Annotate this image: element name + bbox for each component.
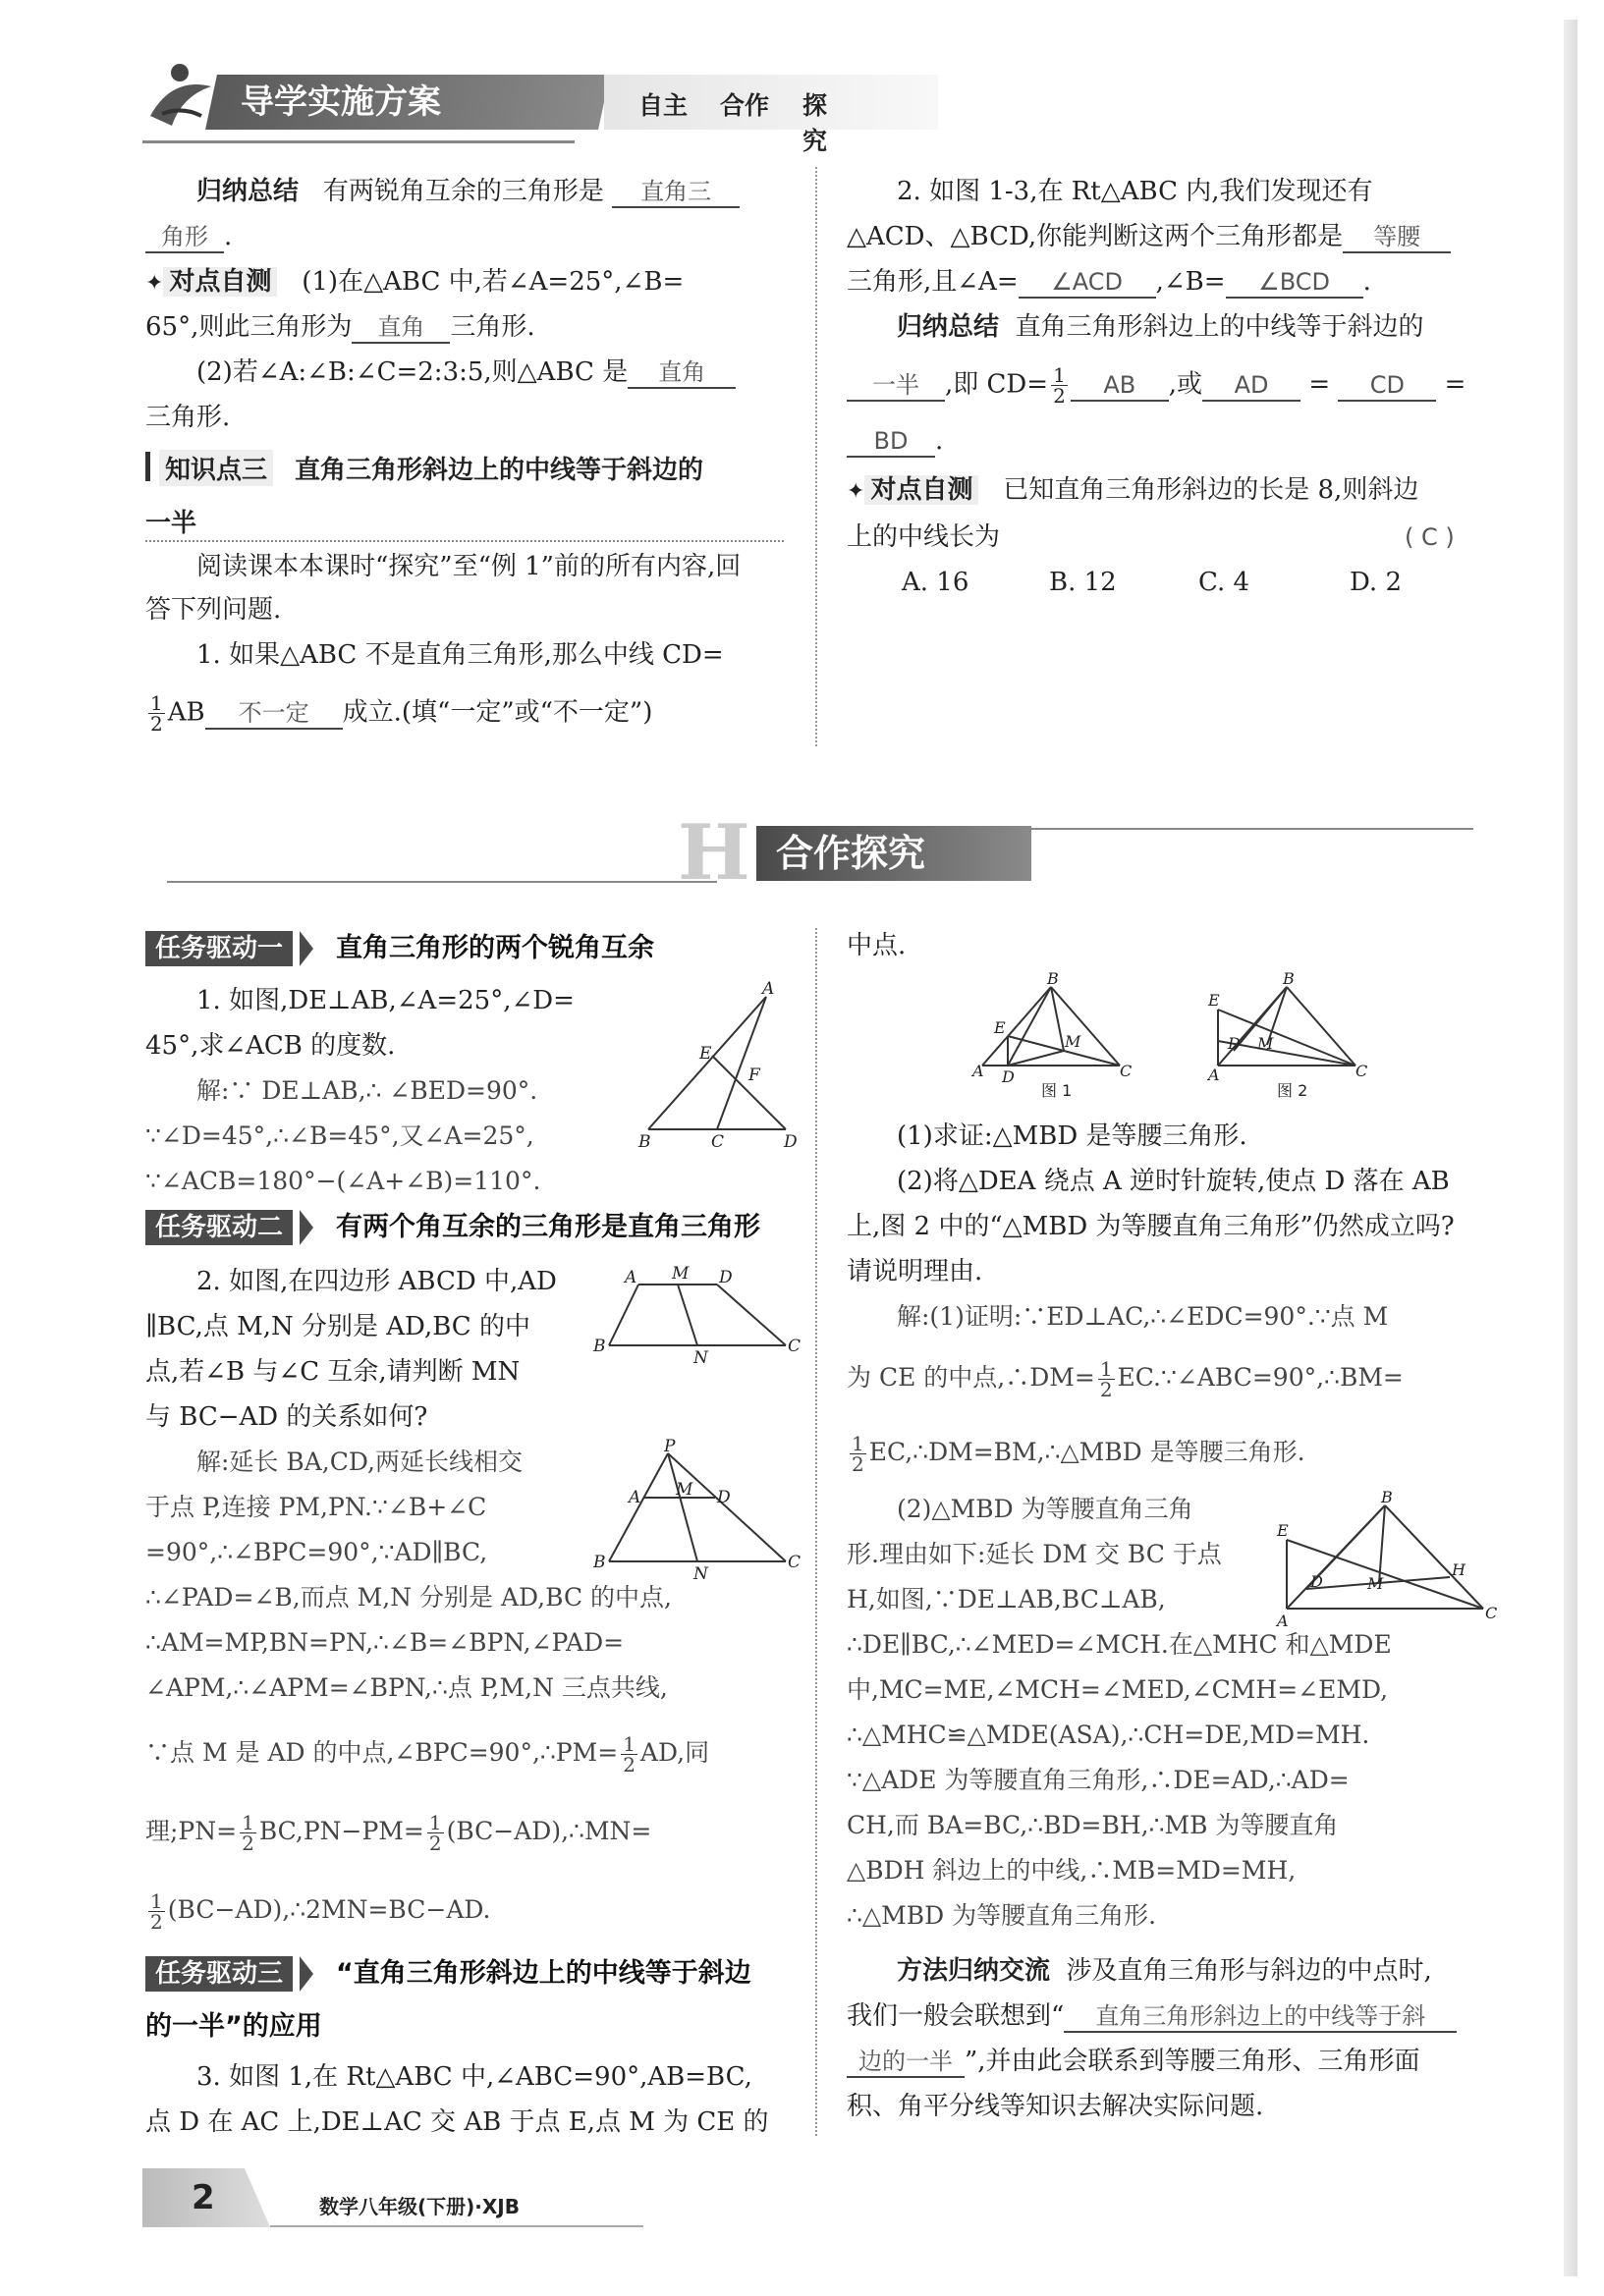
task1-q-b: 45°,求∠ACB 的度数. (145, 1031, 396, 1061)
mode-zizhu: 自主 (638, 91, 689, 120)
t2f2-label-c: C (788, 1553, 802, 1572)
t3f3-label-h: H (1452, 1560, 1466, 1579)
task3-title-2: 的一半”的应用 (145, 2011, 322, 2042)
t3f1-label-d: D (1002, 1067, 1015, 1086)
task2-figure-2 (589, 1437, 805, 1584)
task3-s5: 形.理由如下:延长 DM 交 BC 于点 (847, 1540, 1222, 1568)
section-rule-right (1031, 828, 1473, 830)
rt-fraction: $\frac{1}{2}$ (1053, 363, 1066, 408)
t2f1-label-d: D (719, 1268, 733, 1287)
task2-s6: ∠APM,∴∠APM=∠BPN,∴点 P,M,N 三点共线, (145, 1673, 668, 1702)
rt-bd-line: BD . (847, 426, 943, 458)
fig1-label-e: E (699, 1044, 712, 1064)
method-line-2: 我们一般会联想到“ 直角三角形斜边上的中线等于斜 (847, 2001, 1457, 2033)
t3f3-label-a: A (1277, 1612, 1289, 1630)
t2f1-label-b: B (593, 1337, 606, 1356)
task2-frac-1: $\frac{1}{2}$ (623, 1732, 636, 1777)
book-title: 数学八年级(下册)·XJB (319, 2195, 520, 2218)
fill-ad: AD (1202, 370, 1300, 402)
t3f1-label-b: B (1047, 969, 1059, 988)
t3f3-label-b: B (1381, 1488, 1393, 1506)
task2-s5: ∴AM=MP,BN=PN,∴∠B=∠BPN,∠PAD= (145, 1628, 625, 1657)
page-number: 2 (192, 2178, 215, 2217)
task3-q-a: 3. 如图 1,在 Rt△ABC 中,∠ABC=90°,AB=BC, (196, 2062, 752, 2092)
mode-hezuo: 合作 (720, 91, 770, 120)
task2-s1: 解:延长 BA,CD,两延长线相交 (196, 1448, 523, 1476)
footer-rule (270, 2225, 643, 2227)
task3-s7: ∴DE∥BC,∴∠MED=∠MCH.在△MHC 和△MDE (847, 1630, 1392, 1659)
task3-figure-1 (972, 969, 1133, 1100)
t3f1-label-m: M (1065, 1032, 1081, 1051)
method-fill-1: 直角三角形斜边上的中线等于斜 (1064, 2001, 1457, 2033)
column-divider-top (815, 167, 817, 746)
task2-s3: =90°,∴∠BPC=90°,∵AD∥BC, (145, 1538, 488, 1566)
t3f2-caption: 图 2 (1277, 1081, 1308, 1100)
task3-figure-3 (1277, 1488, 1503, 1630)
mode-tanjiu: 探究 (802, 91, 828, 155)
task2-frac-4: $\frac{1}{2}$ (150, 1889, 163, 1934)
task3-frac-1: $\frac{1}{2}$ (1099, 1357, 1113, 1401)
fill-cd: CD (1338, 370, 1436, 402)
task3-title-1: “直角三角形斜边上的中线等于斜边 (336, 1958, 751, 1989)
t3f3-label-c: C (1485, 1604, 1498, 1622)
task3-s13: ∴△MBD 为等腰直角三角形. (847, 1901, 1157, 1930)
task1-s1: 解:∵ DE⊥AB,∴ ∠BED=90°. (196, 1076, 538, 1105)
method-line-1: 方法归纳交流 涉及直角三角形与斜边的中点时, (897, 1956, 1432, 1986)
task3-p2b: 上,图 2 中的“△MBD 为等腰直角三角形”仍然成立吗? (847, 1212, 1455, 1241)
t2f1-label-n: N (693, 1348, 708, 1368)
fill-ab: AB (1071, 370, 1169, 402)
task2-s7: ∵点 M 是 AD 的中点,∠BPC=90°,∴PM= $\frac{1}{2}$ AD,同 (145, 1732, 710, 1777)
t2f2-label-d: D (717, 1488, 731, 1507)
fig1-label-a: A (762, 979, 775, 999)
read-line-2: 答下列问题. (145, 595, 282, 625)
task3-s6: H,如图,∵DE⊥AB,BC⊥AB, (847, 1585, 1166, 1613)
p1-line-1: 1. 如果△ABC 不是直角三角形,那么中线 CD= (196, 640, 724, 670)
t3f3-label-d: D (1310, 1572, 1323, 1591)
rt-summary-line: 归纳总结 直角三角形斜边上的中线等于斜边的 (897, 312, 1424, 342)
fill-half: 一半 (847, 370, 945, 402)
t3f2-label-e: E (1208, 991, 1220, 1010)
task1-title: 直角三角形的两个锐角互余 (336, 933, 654, 963)
t2f2-label-b: B (593, 1553, 606, 1572)
check-line-3: (2)若∠A:∠B:∠C=2:3:5,则△ABC 是 直角 (196, 357, 736, 389)
task2-title: 有两个角互余的三角形是直角三角形 (336, 1212, 760, 1242)
task3-s2: 为 CE 的中点,∴DM= $\frac{1}{2}$ EC.∵∠ABC=90°,∴BM= (847, 1357, 1404, 1401)
t3f1-label-e: E (994, 1018, 1006, 1037)
summary-line: 归纳总结 有两锐角互余的三角形是 直角三 (196, 177, 740, 208)
p1-fill: 不一定 (205, 698, 343, 730)
check-answer: ( C ) (1405, 523, 1455, 551)
fig1-label-b: B (638, 1132, 651, 1152)
method-fill-2: 边的一半 (847, 2047, 965, 2078)
check-line-2: 65°,则此三角形为 直角 三角形. (145, 312, 535, 342)
section-header (167, 808, 1473, 898)
task1-arrow-icon (300, 931, 313, 966)
summary-fill-2: 角形 (145, 222, 224, 253)
check-line-1: ✦ 对点自测 (1)在△ABC 中,若∠A=25°,∠B= (145, 267, 685, 297)
t3f2-label-a: A (1208, 1066, 1220, 1084)
task1-figure (638, 979, 805, 1152)
section-title: 合作探究 (776, 832, 926, 875)
p2-line-2: △ACD、△BCD,你能判断这两个三角形都是 等腰 (847, 222, 1451, 253)
page-edge (1564, 20, 1577, 2276)
task3-s12: △BDH 斜边上的中线,∴MB=MD=MH, (847, 1856, 1297, 1885)
kp-title-2: 一半 (145, 509, 197, 538)
p1-fraction: $\frac{1}{2}$ (150, 691, 163, 736)
task3-frac-2: $\frac{1}{2}$ (852, 1432, 864, 1476)
t3f2-label-b: B (1283, 969, 1295, 988)
task3-s9: ∴△MHC≌△MDE(ASA),∴CH=DE,MD=MH. (847, 1721, 1370, 1749)
task1-s2: ∵∠D=45°,∴∠B=45°,又∠A=25°, (145, 1121, 534, 1150)
rt-check-line-2: 上的中线长为 (847, 522, 1001, 552)
task3-p2a: (2)将△DEA 绕点 A 逆时针旋转,使点 D 落在 AB (897, 1167, 1450, 1196)
fill-bd: BD (847, 426, 935, 458)
method-line-3: 边的一半 ”,并由此会联系到等腰三角形、三角形面 (847, 2047, 1420, 2078)
task3-figure-2 (1208, 969, 1368, 1100)
task2-q-c: 点,若∠B 与∠C 互余,请判断 MN (145, 1357, 521, 1387)
task2-s9: $\frac{1}{2}$ (BC−AD),∴2MN=BC−AD. (150, 1889, 491, 1934)
t2f1-label-m: M (672, 1264, 690, 1284)
task3-s1: 解:(1)证明:∵ED⊥AC,∴∠EDC=90°.∵点 M (897, 1302, 1389, 1331)
p2-fill: 等腰 (1343, 222, 1451, 253)
task2-figure-1 (589, 1257, 805, 1368)
task2-q-d: 与 BC−AD 的关系如何? (145, 1402, 428, 1432)
summary-fill-1: 直角三 (612, 177, 740, 208)
option-d: D. 2 (1350, 568, 1402, 597)
kp-divider (145, 540, 784, 542)
t3f3-label-e: E (1277, 1521, 1289, 1540)
kp-bar (145, 452, 150, 481)
task3-s3: $\frac{1}{2}$ EC,∴DM=BM,∴△MBD 是等腰三角形. (852, 1432, 1305, 1476)
task3-s11: CH,而 BA=BC,∴BD=BH,∴MB 为等腰直角 (847, 1811, 1339, 1839)
task3-s8: 中,MC=ME,∠MCH=∠MED,∠CMH=∠EMD, (847, 1675, 1389, 1704)
p2-fill-a: ∠ACD (1019, 267, 1156, 299)
t2f2-label-m: M (676, 1480, 693, 1500)
kp-label: 知识点三 (159, 450, 273, 486)
kp-title-1: 直角三角形斜边上的中线等于斜边的 (295, 456, 704, 485)
p2-line-3: 三角形,且∠A= ∠ACD ,∠B= ∠BCD . (847, 267, 1371, 297)
task1-q-a: 1. 如图,DE⊥AB,∠A=25°,∠D= (196, 986, 575, 1015)
section-rule-left (167, 881, 717, 883)
task3-q-b: 点 D 在 AC 上,DE⊥AC 交 AB 于点 E,点 M 为 CE 的 (145, 2107, 769, 2137)
fig1-label-d: D (784, 1132, 798, 1152)
task2-frac-3: $\frac{1}{2}$ (428, 1811, 442, 1855)
method-line-4: 积、角平分线等知识去解决实际问题. (847, 2092, 1264, 2121)
task2-s2: 于点 P,连接 PM,PN.∵∠B+∠C (145, 1493, 487, 1521)
check-icon: ✦ (145, 271, 164, 296)
t2f1-label-c: C (788, 1337, 802, 1356)
p2-fill-b: ∠BCD (1226, 267, 1363, 299)
summary-line-2: 角形 . (145, 222, 232, 253)
task3-tag: 任务驱动三 (145, 1956, 293, 1992)
t2f2-label-p: P (664, 1437, 676, 1456)
fig1-label-c: C (711, 1132, 725, 1152)
t3f2-label-c: C (1355, 1062, 1368, 1080)
q2-fill: 直角 (628, 357, 736, 389)
rt-equation-line: 一半 ,即 CD= $\frac{1}{2}$ AB ,或 AD = CD = (847, 365, 1466, 406)
t3f1-label-a: A (972, 1062, 984, 1080)
banner-title: 导学实施方案 (241, 82, 441, 122)
footer (142, 2168, 653, 2231)
task3-q-c: 中点. (847, 931, 907, 960)
task2-q-b: ∥BC,点 M,N 分别是 AD,BC 的中 (145, 1312, 530, 1341)
rt-check-line-1: ✦ 对点自测 已知直角三角形斜边的长是 8,则斜边 (847, 475, 1419, 505)
task3-arrow-icon (300, 1956, 313, 1992)
q1-fill: 直角 (352, 312, 450, 344)
t3f2-label-m: M (1257, 1034, 1274, 1053)
task2-s8: 理;PN= $\frac{1}{2}$ BC,PN−PM= $\frac{1}{2}$ (BC−AD),∴MN= (145, 1811, 652, 1855)
option-c: C. 4 (1198, 568, 1250, 597)
task3-p1: (1)求证:△MBD 是等腰三角形. (897, 1121, 1247, 1151)
read-line-1: 阅读课本本课时“探究”至“例 1”前的所有内容,回 (196, 552, 742, 581)
t2f2-label-a: A (629, 1488, 641, 1507)
fig1-label-f: F (748, 1066, 760, 1085)
t3f2-label-d: D (1228, 1034, 1241, 1053)
column-divider-bottom (815, 928, 817, 2136)
p1-line-2: $\frac{1}{2}$ AB 不一定 成立.(填“一定”或“不一定”) (150, 691, 653, 736)
check-line-4: 三角形. (145, 403, 231, 432)
header-banner (142, 69, 828, 155)
task2-q-a: 2. 如图,在四边形 ABCD 中,AD (196, 1267, 557, 1296)
option-b: B. 12 (1049, 568, 1117, 597)
task3-s10: ∵△ADE 为等腰直角三角形,∴DE=AD,∴AD= (847, 1766, 1350, 1794)
task2-s4: ∴∠PAD=∠B,而点 M,N 分别是 AD,BC 的中点, (145, 1583, 672, 1612)
t2f2-label-n: N (693, 1564, 708, 1584)
header-rule (142, 140, 575, 143)
section-letter: H (678, 808, 750, 898)
task1-tag: 任务驱动一 (145, 931, 293, 966)
rt-check-icon: ✦ (847, 479, 865, 504)
p2-line-1: 2. 如图 1-3,在 Rt△ABC 内,我们发现还有 (897, 177, 1373, 206)
t3f1-label-c: C (1120, 1062, 1133, 1080)
t3f1-caption: 图 1 (1041, 1081, 1073, 1100)
t3f3-label-m: M (1367, 1574, 1384, 1593)
task2-frac-2: $\frac{1}{2}$ (242, 1811, 254, 1855)
task3-p2c: 请说明理由. (847, 1257, 983, 1286)
task2-tag: 任务驱动二 (145, 1210, 293, 1245)
task2-arrow-icon (300, 1210, 313, 1245)
task3-s4: (2)△MBD 为等腰直角三角 (897, 1495, 1193, 1523)
t2f1-label-a: A (625, 1268, 637, 1287)
option-a: A. 16 (902, 568, 969, 597)
task1-s3: ∵∠ACB=180°−(∠A+∠B)=110°. (145, 1167, 541, 1195)
